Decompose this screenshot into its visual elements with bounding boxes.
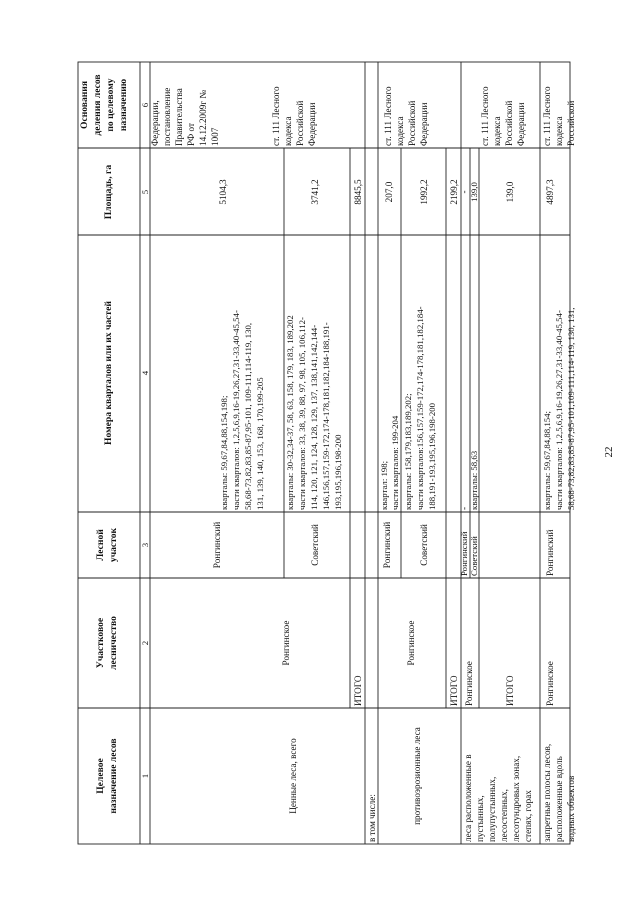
quarters-1-line2: части кварталов: 1,2,5,6,9,16-19,26,27,31-33,40-45,54- (231, 310, 241, 510)
header-col2-line1: Участковое (95, 617, 106, 669)
basis-4-line2: кодекса (554, 116, 564, 146)
desert-line4: лесостепных, (499, 789, 509, 842)
col-number-6: 6 (140, 102, 150, 108)
ronginskoe-label-4: Ронгинское (545, 661, 555, 706)
itogo-2: ИТОГО (449, 675, 459, 706)
ronginskoe-label: Ронгинское (281, 620, 291, 666)
desert-line3: полупустынных, (487, 776, 497, 842)
basis-2-line3: Российской (407, 100, 417, 146)
quarters-1-line1: кварталы: 59,67,84,88,154,198; (219, 395, 229, 510)
table-header (79, 74, 129, 813)
header-col4: Номера кварталов или их частей (103, 301, 114, 445)
header-col6-line3: по целевому (105, 78, 116, 132)
cont-basis-line1: Федерации, (150, 100, 160, 146)
ronginsky-label-2: Ронгинский (382, 521, 392, 569)
area-3: 207,0 (384, 181, 394, 203)
cont-basis-line4: РФ от (186, 123, 196, 146)
basis-1-line3: Российской (295, 100, 305, 146)
basis-3-line4: Федерации (516, 102, 526, 146)
quarters-1-line4: 131, 139, 140, 153, 168, 170,199-205 (255, 377, 265, 510)
header-col1-line1: Целевое (95, 758, 106, 794)
header-col6-line2: деления лесов (92, 74, 103, 136)
basis-1-line4: Федерации (307, 102, 317, 146)
col-number-3: 3 (140, 542, 150, 548)
sovetsky-label-1: Советский (310, 524, 320, 566)
quarters-4-line2: части кварталов:156,157,159-172,174-178,181,182,184- (415, 306, 425, 510)
row-valuable-forests (212, 86, 377, 842)
cont-basis-line5: 14.12.2009г № (198, 89, 208, 146)
quarters-2-line5: 193,195,196,198-200 (333, 434, 343, 510)
cont-basis-line2: постановление (162, 87, 172, 146)
header-col5: Площадь, га (103, 164, 114, 220)
header-col3-line2: участок (108, 527, 119, 563)
quarters-6-line2: части кварталов: 1,2,5,6,9,16-19,26,27,31-33,40-45,54- (554, 310, 564, 510)
quarters-2-line2: части кварталов: 33, 38, 39, 88, 97, 98, 105, 106,112- (297, 317, 307, 510)
quarters-2-line3: 114, 120, 121, 124, 128, 129, 137, 138,141,142,144- (309, 324, 319, 510)
basis-3-line1: ст. 111 Лесного (480, 86, 490, 146)
area-6: 4897,3 (545, 179, 555, 205)
desert-line6: степях, горах (523, 790, 533, 842)
header-col6-line1: Основания (79, 80, 90, 130)
area-total-2: 2199,2 (449, 179, 459, 205)
area-1: 5104,3 (218, 179, 228, 205)
quarters-4-line3: 188,191-193,195,196,198-200 (427, 402, 437, 510)
dash-2: - (459, 190, 469, 194)
quarters-3-line1: квартал: 198; (379, 460, 389, 510)
water-line2: расположенные вдоль (554, 756, 564, 842)
col-number-5: 5 (140, 189, 150, 195)
quarters-6-line1: кварталы: 59,67,84,88,154; (542, 411, 552, 510)
quarters-1-line3: 58,68-73,82,83,85-87,95-101, 109-111,114-119, 130, (243, 322, 253, 510)
area-total-3: 139,0 (505, 181, 515, 203)
basis-4-line1: ст. 111 Лесного (542, 86, 552, 146)
row-anti-erosion (379, 86, 459, 825)
area-5: 139,0 (469, 182, 479, 202)
basis-2-line4: Федерации (419, 102, 429, 146)
area-2: 3741,2 (310, 179, 320, 205)
water-line3: водных объектов (566, 775, 576, 842)
quarters-6-line3: 58,68-73,82,83,85-87,95-101,109-111,114-119, 130, 131, (566, 307, 576, 510)
cont-basis-line3: Правительства (174, 88, 184, 146)
ronginsky-label-3: Ронгинский (459, 531, 469, 576)
ronginskoe-label-3: Ронгинское (464, 661, 474, 706)
continuation-basis (150, 88, 220, 146)
itogo-1: ИТОГО (353, 675, 363, 706)
basis-1-line2: кодекса (283, 116, 293, 146)
area-total-1: 8845,5 (353, 179, 363, 205)
area-4: 1992,2 (419, 179, 429, 205)
col-number-2: 2 (140, 640, 150, 646)
dash-1: - (459, 506, 469, 510)
header-col1-line2: назначение лесов (108, 738, 119, 814)
quarters-5: кварталы: 58,63 (469, 450, 479, 510)
cont-basis-line6: 1007 (210, 127, 220, 146)
quarters-2-line4: 146,156,157,159-172,174-178,181,182,184-188,191- (321, 322, 331, 510)
desert-line5: лесотундровых зонах, (511, 755, 521, 842)
quarters-4-line1: кварталы: 158,179,183,189,202; (403, 393, 413, 510)
desert-line1: леса расположенные в (463, 754, 473, 842)
ronginsky-label-4: Ронгинский (545, 529, 555, 576)
column-numbers-row (140, 102, 150, 778)
basis-3-line2: кодекса (492, 116, 502, 146)
ronginsky-label-1: Ронгинский (212, 521, 222, 569)
basis-3-line3: Российской (504, 100, 514, 146)
basis-2-line1: ст. 111 Лесного (383, 86, 393, 146)
itogo-3: ИТОГО (505, 675, 515, 706)
col-number-1: 1 (140, 773, 150, 779)
sovetsky-label-3: Советский (469, 536, 479, 576)
anti-erosion-label: противоэрозионные леса (412, 727, 422, 825)
header-col2-line2: лесничество (108, 616, 119, 670)
ronginskoe-label-2: Ронгинское (406, 620, 416, 666)
basis-4-line3: Российской (566, 100, 576, 146)
basis-2-line2: кодекса (395, 116, 405, 146)
water-line1: запретные полосы лесов, (542, 743, 552, 842)
quarters-2-line1: кварталы: 30-32,34-37, 58, 63, 158, 179, 183, 189,202 (285, 315, 295, 510)
row-desert-forests (459, 86, 533, 842)
quarters-3-line2: части кварталов: 199-204 (390, 415, 400, 510)
col-number-4: 4 (140, 370, 150, 376)
including-label: в том числе: (367, 794, 377, 842)
header-col3-line1: Лесной (95, 529, 106, 561)
header-col6-line4: назначению (118, 78, 129, 132)
desert-line2: пустынных, (475, 795, 485, 842)
valuable-forests-label: Ценные леса, всего (288, 738, 298, 814)
basis-1-line1: ст. 111 Лесного (271, 86, 281, 146)
sovetsky-label-2: Советский (419, 524, 429, 566)
row-water-protection (542, 86, 576, 842)
page-number: 22 (603, 446, 615, 458)
